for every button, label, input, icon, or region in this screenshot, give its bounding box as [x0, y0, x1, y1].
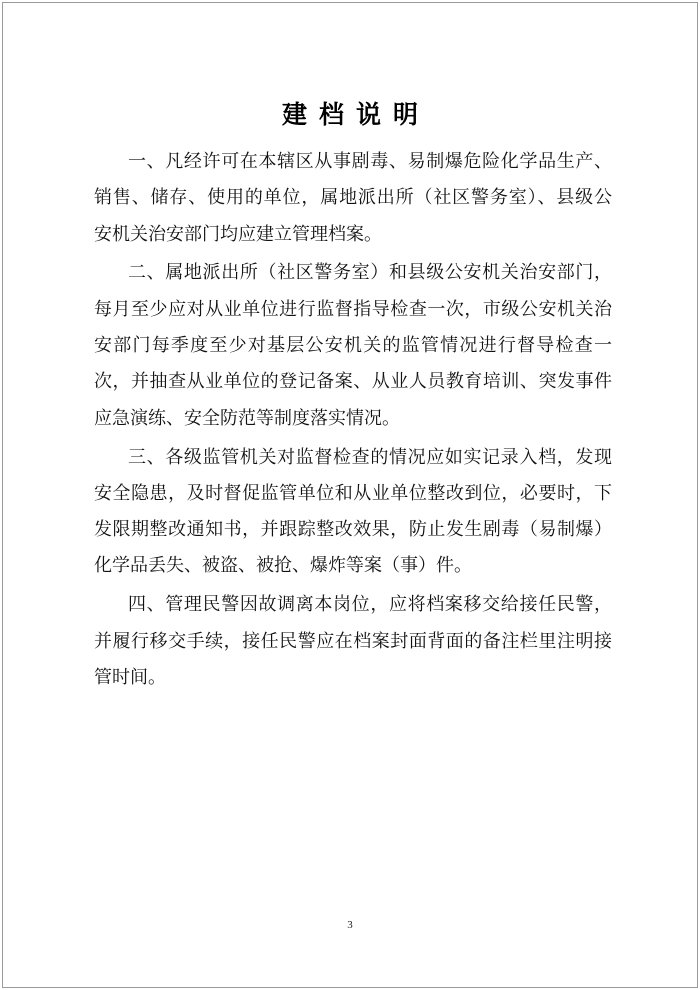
page-title: 建档说明	[281, 100, 430, 129]
document-body	[94, 144, 612, 699]
paragraph-2	[94, 255, 612, 436]
paragraph-line: 一、凡经许可在本辖区从事剧毒、易制爆危险化学品生产、	[128, 151, 612, 172]
paragraph-line: 四、管理民警因故调离本岗位，应将档案移交给接任民警，	[128, 594, 612, 616]
paragraph-line: 销售、储存、使用的单位，属地派出所（社区警务室）、县级公	[94, 187, 612, 209]
paragraph-line: 应急演练、安全防范等制度落实情况。	[94, 407, 400, 429]
paragraph-line: 并履行移交手续，接任民警应在档案封面背面的备注栏里注明接	[94, 630, 612, 652]
paragraph-3	[94, 440, 612, 585]
paragraph-line: 安机关治安部门均应建立管理档案。	[94, 223, 382, 245]
paragraph-line: 二、属地派出所（社区警务室）和县级公安机关治安部门，	[128, 262, 612, 284]
paragraph-line: 安部门每季度至少对基层公安机关的监管情况进行督导检查一	[94, 335, 612, 357]
paragraph-line: 化学品丢失、被盗、被抢、爆炸等案（事）件。	[94, 555, 472, 577]
paragraph-line: 安全隐患，及时督促监管单位和从业单位整改到位，必要时，下	[94, 482, 612, 504]
paragraph-1	[94, 144, 612, 253]
paragraph-line: 次，并抽查从业单位的登记备案、从业人员教育培训、突发事件	[94, 371, 612, 393]
paragraph-line: 管时间。	[94, 666, 166, 688]
paragraph-line: 三、各级监管机关对监督检查的情况应如实记录入档，发现	[128, 446, 612, 468]
paragraph-4	[94, 587, 612, 696]
page-number: 3	[347, 919, 353, 931]
paragraph-line: 发限期整改通知书，并跟踪整改效果，防止发生剧毒（易制爆）	[94, 519, 612, 541]
paragraph-line: 每月至少应对从业单位进行监督指导检查一次，市级公安机关治	[94, 298, 612, 320]
